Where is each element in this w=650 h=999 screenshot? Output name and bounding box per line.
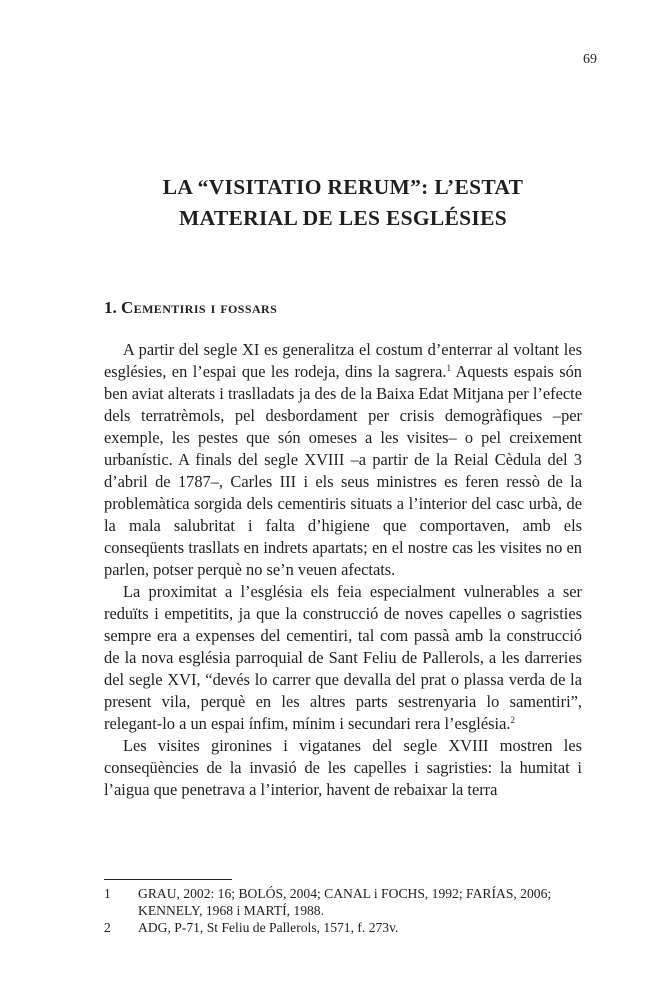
footnote-text: GRAU, 2002: 16; BOLÓS, 2004; CANAL i FOCHS, 1992; FARÍAS, 2006; KENNELY, 1968 i MARTÍ, 1988. <box>138 886 552 918</box>
paragraph-3 <box>104 735 582 801</box>
section-heading <box>104 297 582 319</box>
paragraph-2-text: La proximitat a l’església els feia especialment vulnerables a ser reduïts i empetitits, ja que la construcció de noves capelles o sagristies sempre era a expenses del cementiri, tal com passà amb la construcció de la nova església parroquial de Sant Feliu de Pallerols, a les darreries del segle XVI, “devés lo carrer que devalla del prat o plassa verda de la present vila, perquè en les altres parts sestrenyaria lo samentiri”, relegant-lo a un espai ínfim, mínim i secundari rera l’església. <box>104 582 582 733</box>
chapter-title <box>104 172 582 234</box>
chapter-title-line-1: LA “VISITATIO RERUM”: L’ESTAT <box>162 175 524 199</box>
footnote-number: 2 <box>104 920 111 935</box>
paragraph-1 <box>104 339 582 581</box>
chapter-title-line-2: MATERIAL DE LES ESGLÉSIES <box>179 206 507 230</box>
footnotes <box>104 885 582 936</box>
paragraph-1-text: A partir del segle XI es generalitza el costum d’enterrar al voltant les esglésies, en l’espai que les rodeja, dins la sagrera. <box>104 340 582 381</box>
section-number: 1. <box>104 298 117 317</box>
page-number: 69 <box>583 52 597 67</box>
footnote-divider <box>104 879 232 880</box>
body-text <box>104 339 582 801</box>
footnote-ref-1[interactable]: 1 <box>446 363 451 373</box>
paragraph-1-rest: Aquests espais són ben aviat alterats i traslladats ja des de la Baixa Edat Mitjana per l’efecte dels terratrèmols, pel desbordament per crisis demogràfiques –per exemple, les pestes que són omeses a les visites– o pel creixement urbanístic. A finals del segle XVIII –a partir de la Reial Cèdula del 3 d’abril de 1787–, Carles III i els seus ministres es feren ressò de la problemàtica sorgida dels cementiris situats a l’interior del casc urbà, de la mala salubritat i falta d’higiene que comportaven, amb els conseqüents trasllats en indrets apartats; en el nostre cas les visites no en parlen, potser perquè no se’n veuen afectats. <box>104 362 582 579</box>
footnote-2 <box>104 919 582 936</box>
footnote-ref-2[interactable]: 2 <box>510 715 515 725</box>
paragraph-3-text: Les visites gironines i vigatanes del segle XVIII mostren les conseqüències de la invasió de les capelles i sagristies: la humitat i l’aigua que penetrava a l’interior, havent de rebaixar la terra <box>104 736 582 799</box>
footnote-text: ADG, P-71, St Feliu de Pallerols, 1571, f. 273v. <box>138 920 399 935</box>
paragraph-2 <box>104 581 582 735</box>
footnote-1 <box>104 885 582 919</box>
section-title: Cementiris i fossars <box>121 298 278 317</box>
footnote-number: 1 <box>104 886 111 901</box>
